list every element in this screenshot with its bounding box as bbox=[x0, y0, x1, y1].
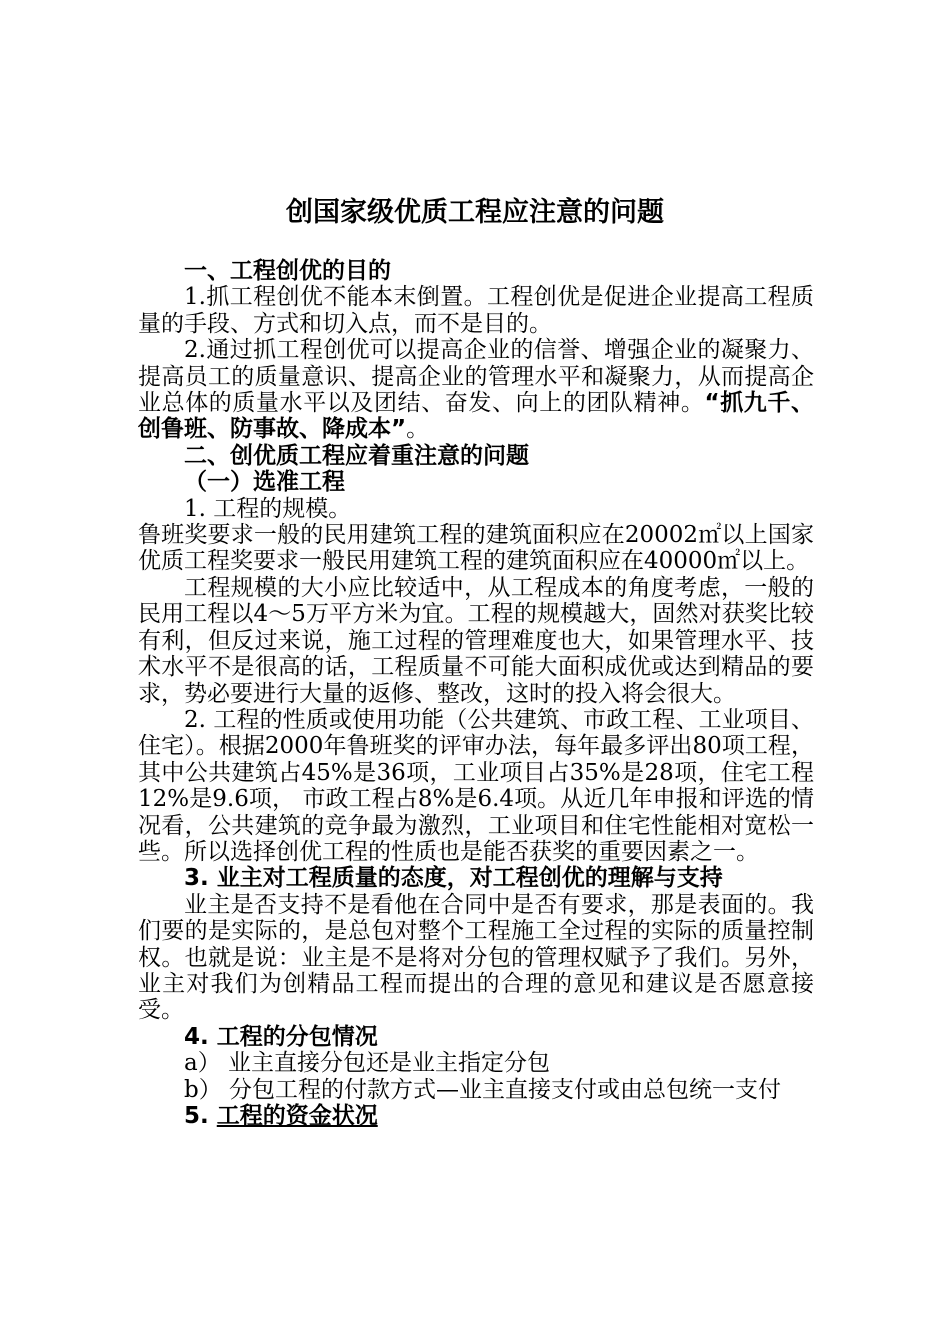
item-3-paragraph: 业主是否支持不是看他在合同中是否有要求，那是表面的。我们要的是实际的，是总包对整个工程施工全过程的实际的质量控制权。也就是说：业主是不是将对分包的管理权赋予了我们。另外，业主对我们为创精品工程而提出的合理的意见和建议是否愿意接受。 bbox=[138, 891, 814, 1024]
section-1-paragraph-1: 1.抓工程创优不能本末倒置。工程创优是促进企业提高工程质量的手段、方式和切入点，而不是目的。 bbox=[138, 284, 814, 337]
item-2-paragraph: 2. 工程的性质或使用功能（公共建筑、市政工程、工业项目、住宅）。根据2000年鲁班奖的评审办法，每年最多评出80项工程，其中公共建筑占45%是36项，工业项目占35%是28项，住宅工程12%是9.6项， 市政工程占8%是6.4项。从近几年申报和评选的情况看，公共建筑的竞争最为激烈，工业项目和住宅性能相对宽松一些。所以选择创优工程的性质也是能否获奖的重要因素之一。 bbox=[138, 706, 814, 865]
section-1-paragraph-2 bbox=[138, 337, 814, 443]
subsection-1-heading: （一）选准工程 bbox=[184, 469, 345, 496]
paragraph-2-text: 2.通过抓工程创优可以提高企业的信誉、增强企业的凝聚力、提高员工的质量意识、提高企业的管理水平和凝聚力，从而提高企业总体的质量水平以及团结、奋发、向上的团队精神。 bbox=[138, 337, 814, 417]
item-5-number: 5. bbox=[184, 1103, 217, 1129]
slogan-text: “抓九千、创鲁班、防事故、降成本” bbox=[138, 390, 814, 443]
item-1-paragraph-1: 鲁班奖要求一般的民用建筑工程的建筑面积应在20002㎡以上国家优质工程奖要求一般民用建筑工程的建筑面积应在40000㎡以上。 bbox=[138, 522, 814, 575]
item-3-title: 3. 业主对工程质量的态度，对工程创优的理解与支持 bbox=[184, 865, 723, 892]
section-2-heading: 二、创优质工程应着重注意的问题 bbox=[184, 442, 529, 469]
document-title: 创国家级优质工程应注意的问题 bbox=[286, 197, 664, 228]
item-4-title: 4. 工程的分包情况 bbox=[184, 1023, 378, 1050]
item-1-paragraph-2: 工程规模的大小应比较适中，从工程成本的角度考虑，一般的民用工程以4～5万平方米为宜。工程的规模越大，固然对获奖比较有利，但反过来说，施工过程的管理难度也大，如果管理水平、技术水平不是很高的话，工程质量不可能大面积成优或达到精品的要求，势必要进行大量的返修、整改，这时的投入将会很大。 bbox=[138, 574, 814, 707]
document-body bbox=[138, 258, 814, 1129]
item-4-point-b: b） 分包工程的付款方式—业主直接支付或由总包统一支付 bbox=[184, 1076, 782, 1103]
item-1-title: 1. 工程的规模。 bbox=[184, 495, 352, 522]
paragraph-2-end: 。 bbox=[406, 416, 430, 443]
item-4-point-a: a） 业主直接分包还是业主指定分包 bbox=[184, 1050, 551, 1077]
item-5-title bbox=[138, 1103, 814, 1129]
item-5-title-text: 工程的资金状况 bbox=[216, 1103, 378, 1129]
section-1-heading: 一、工程创优的目的 bbox=[184, 258, 391, 284]
